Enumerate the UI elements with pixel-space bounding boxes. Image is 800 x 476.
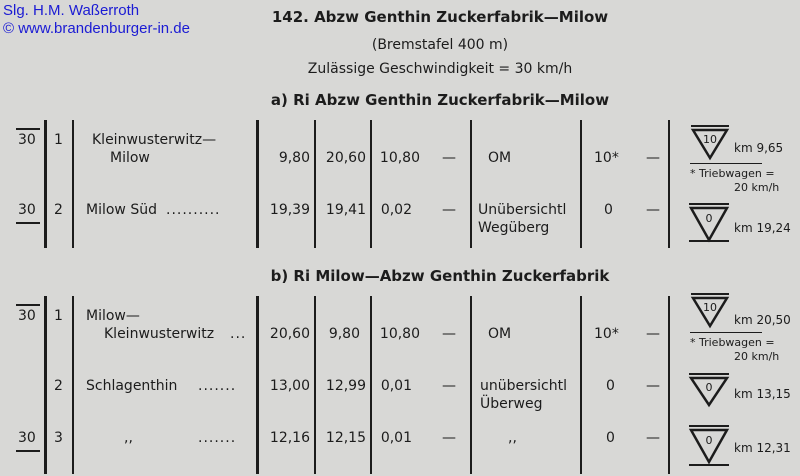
row-km-to: 20,60 xyxy=(325,150,366,166)
svg-text:0: 0 xyxy=(705,212,713,225)
row-length: 10,80 xyxy=(379,326,420,342)
row-dash: — xyxy=(442,430,456,446)
row-type: OM xyxy=(488,326,512,342)
note-line1: * Triebwagen = xyxy=(690,336,775,349)
row-type: ,, xyxy=(508,430,517,446)
row-dash: — xyxy=(442,326,456,342)
row-km-to: 12,15 xyxy=(325,430,366,446)
row-leader-dots: .......... xyxy=(166,202,221,218)
rule xyxy=(668,120,670,248)
row-number: 3 xyxy=(54,430,63,446)
speed-sign-icon xyxy=(688,372,730,408)
row-dash: — xyxy=(442,150,456,166)
svg-text:0: 0 xyxy=(705,381,713,394)
row-sign-km: km 13,15 xyxy=(734,387,791,401)
row-number: 2 xyxy=(54,378,63,394)
row-sign-km: km 12,31 xyxy=(734,441,791,455)
row-name-line1: Kleinwusterwitz— xyxy=(92,132,217,148)
row-km-from: 13,00 xyxy=(269,378,310,394)
row-vmax: 0 xyxy=(606,378,615,394)
svg-text:0: 0 xyxy=(705,434,713,447)
row-length: 0,02 xyxy=(380,202,412,218)
rule xyxy=(470,296,472,474)
row-sign-km: km 20,50 xyxy=(734,313,791,327)
row-dash: — xyxy=(646,202,660,218)
row-name-line1: ,, xyxy=(124,430,133,446)
row-mark: 30 xyxy=(18,430,36,446)
row-vmax: 0 xyxy=(604,202,613,218)
row-name-line1: Milow Süd xyxy=(86,202,157,218)
row-sign-km: km 9,65 xyxy=(734,141,784,155)
row-name-line2: Kleinwusterwitz xyxy=(104,326,215,342)
row-type-line2: Wegüberg xyxy=(478,220,550,236)
note-line2: 20 km/h xyxy=(734,350,780,363)
row-mark: 30 xyxy=(18,202,36,218)
row-length: 0,01 xyxy=(380,378,412,394)
row-name-line1: Milow— xyxy=(86,308,140,324)
section-b-heading: b) Ri Milow—Abzw Genthin Zuckerfabrik xyxy=(270,267,610,285)
credit-website: © www.brandenburger-in.de xyxy=(3,20,190,37)
row-type: unübersichtl xyxy=(480,378,568,394)
row-leader-dots: ....... xyxy=(198,378,237,394)
rule xyxy=(256,296,259,474)
mark-rule xyxy=(16,222,40,224)
speed-sign-icon xyxy=(688,424,730,468)
speed-info: Zulässige Geschwindigkeit = 30 km/h xyxy=(307,61,573,77)
row-name-line2: Milow xyxy=(110,150,150,166)
row-leader-dots: ....... xyxy=(198,430,237,446)
svg-text:10: 10 xyxy=(703,133,717,146)
row-km-from: 19,39 xyxy=(269,202,310,218)
mark-rule xyxy=(16,128,40,130)
mark-rule xyxy=(16,450,40,452)
row-km-to: 19,41 xyxy=(325,202,366,218)
row-vmax: 0 xyxy=(606,430,615,446)
row-km-to: 12,99 xyxy=(325,378,366,394)
row-km-to: 9,80 xyxy=(328,326,360,342)
rule xyxy=(256,120,259,248)
row-mark: 30 xyxy=(18,308,36,324)
rule xyxy=(72,120,74,248)
row-vmax: 10* xyxy=(594,150,619,166)
svg-text:10: 10 xyxy=(703,301,717,314)
row-dash: — xyxy=(646,150,660,166)
section-a-heading: a) Ri Abzw Genthin Zuckerfabrik—Milow xyxy=(270,91,610,109)
row-type: Unübersichtl xyxy=(478,202,567,218)
row-dash: — xyxy=(646,326,660,342)
rule xyxy=(580,296,582,474)
note-line1: * Triebwagen = xyxy=(690,167,775,180)
row-number: 2 xyxy=(54,202,63,218)
rule xyxy=(314,296,316,474)
row-number: 1 xyxy=(54,132,63,148)
rule xyxy=(470,120,472,248)
row-km-from: 9,80 xyxy=(278,150,310,166)
row-km-from: 20,60 xyxy=(269,326,310,342)
rule xyxy=(44,120,47,248)
row-dash: — xyxy=(442,378,456,394)
row-leader-dots: ... xyxy=(230,326,247,342)
speed-sign-icon xyxy=(688,202,730,244)
note-rule xyxy=(690,332,762,333)
rule xyxy=(668,296,670,474)
brake-info: (Bremstafel 400 m) xyxy=(371,37,509,53)
row-type-line2: Überweg xyxy=(480,396,543,412)
rule xyxy=(72,296,74,474)
rule xyxy=(44,296,47,474)
note-line2: 20 km/h xyxy=(734,181,780,194)
row-mark: 30 xyxy=(18,132,36,148)
row-vmax: 10* xyxy=(594,326,619,342)
rule xyxy=(314,120,316,248)
row-type: OM xyxy=(488,150,512,166)
row-sign-km: km 19,24 xyxy=(734,221,791,235)
rule xyxy=(370,120,372,248)
row-name-line1: Schlagenthin xyxy=(86,378,178,394)
note-rule xyxy=(690,163,762,164)
rule xyxy=(580,120,582,248)
mark-rule xyxy=(16,304,40,306)
speed-sign-icon xyxy=(690,292,730,330)
row-km-from: 12,16 xyxy=(269,430,310,446)
speed-sign-icon xyxy=(690,124,730,162)
page-title: 142. Abzw Genthin Zuckerfabrik—Milow xyxy=(271,8,609,26)
row-dash: — xyxy=(442,202,456,218)
row-dash: — xyxy=(646,430,660,446)
row-dash: — xyxy=(646,378,660,394)
row-length: 0,01 xyxy=(380,430,412,446)
credit-collection: Slg. H.M. Waßerroth xyxy=(3,2,140,19)
row-number: 1 xyxy=(54,308,63,324)
row-length: 10,80 xyxy=(379,150,420,166)
